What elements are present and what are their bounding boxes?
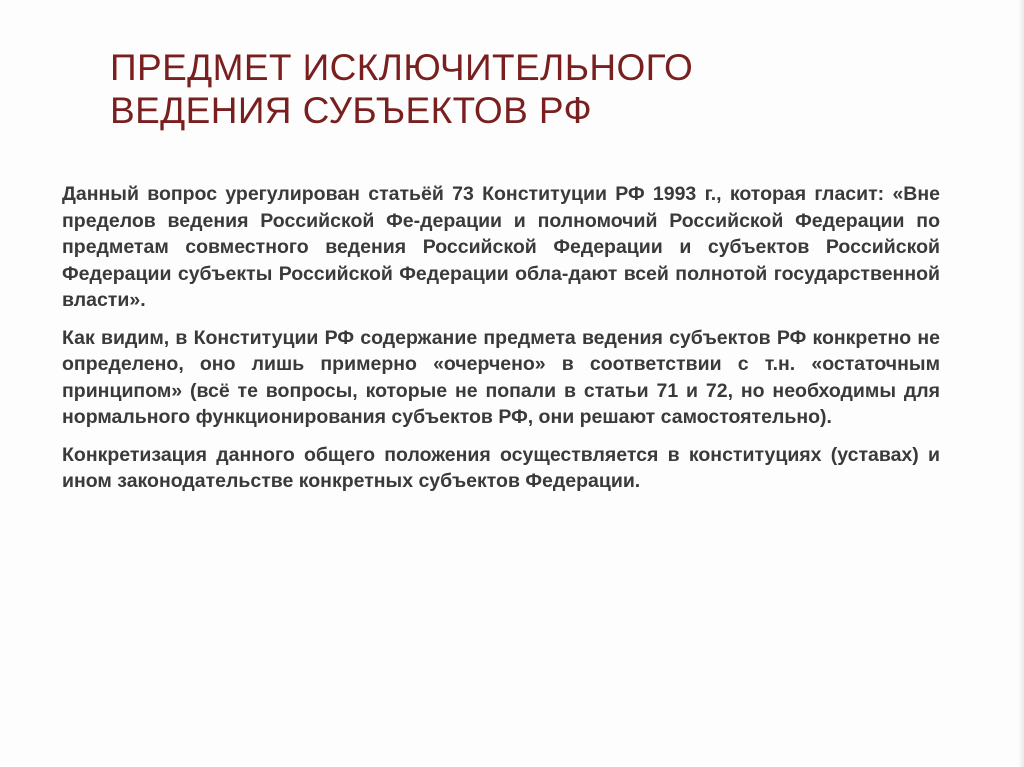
slide-title-line-2: ВЕДЕНИЯ СУБЪЕКТОВ РФ [110, 90, 593, 131]
slide-edge-shadow [1018, 0, 1024, 767]
paragraph-residual-principle: Как видим, в Конституции РФ содержание предмета ведения субъектов РФ конкретно не определено, оно лишь примерно «очерчено» в соответствии с т.н. «остаточным принципом» (всё те вопросы, которые не попали в статьи 71 и 72, но необходимы для нормального функционирования субъектов РФ, они решают самостоятельно). [62, 326, 940, 428]
slide-title-line-1: ПРЕДМЕТ ИСКЛЮЧИТЕЛЬНОГО [110, 47, 694, 88]
paragraph-concretization: Конкретизация данного общего положения осуществляется в конституциях (уставах) и ином законодательстве конкретных субъектов Федерации. [62, 443, 940, 492]
paragraph-article-73: Данный вопрос урегулирован статьёй 73 Конституции РФ 1993 г., которая гласит: «Вне пределов ведения Российской Фе-дерации и полномочий Российской Федерации по предметам совместного ведения Российской Федерации и субъектов Российской Федерации субъекты Российской Федерации обла-дают всей полнотой государственной власти». [62, 183, 940, 311]
slide-body [62, 181, 940, 506]
slide-title [110, 46, 930, 132]
